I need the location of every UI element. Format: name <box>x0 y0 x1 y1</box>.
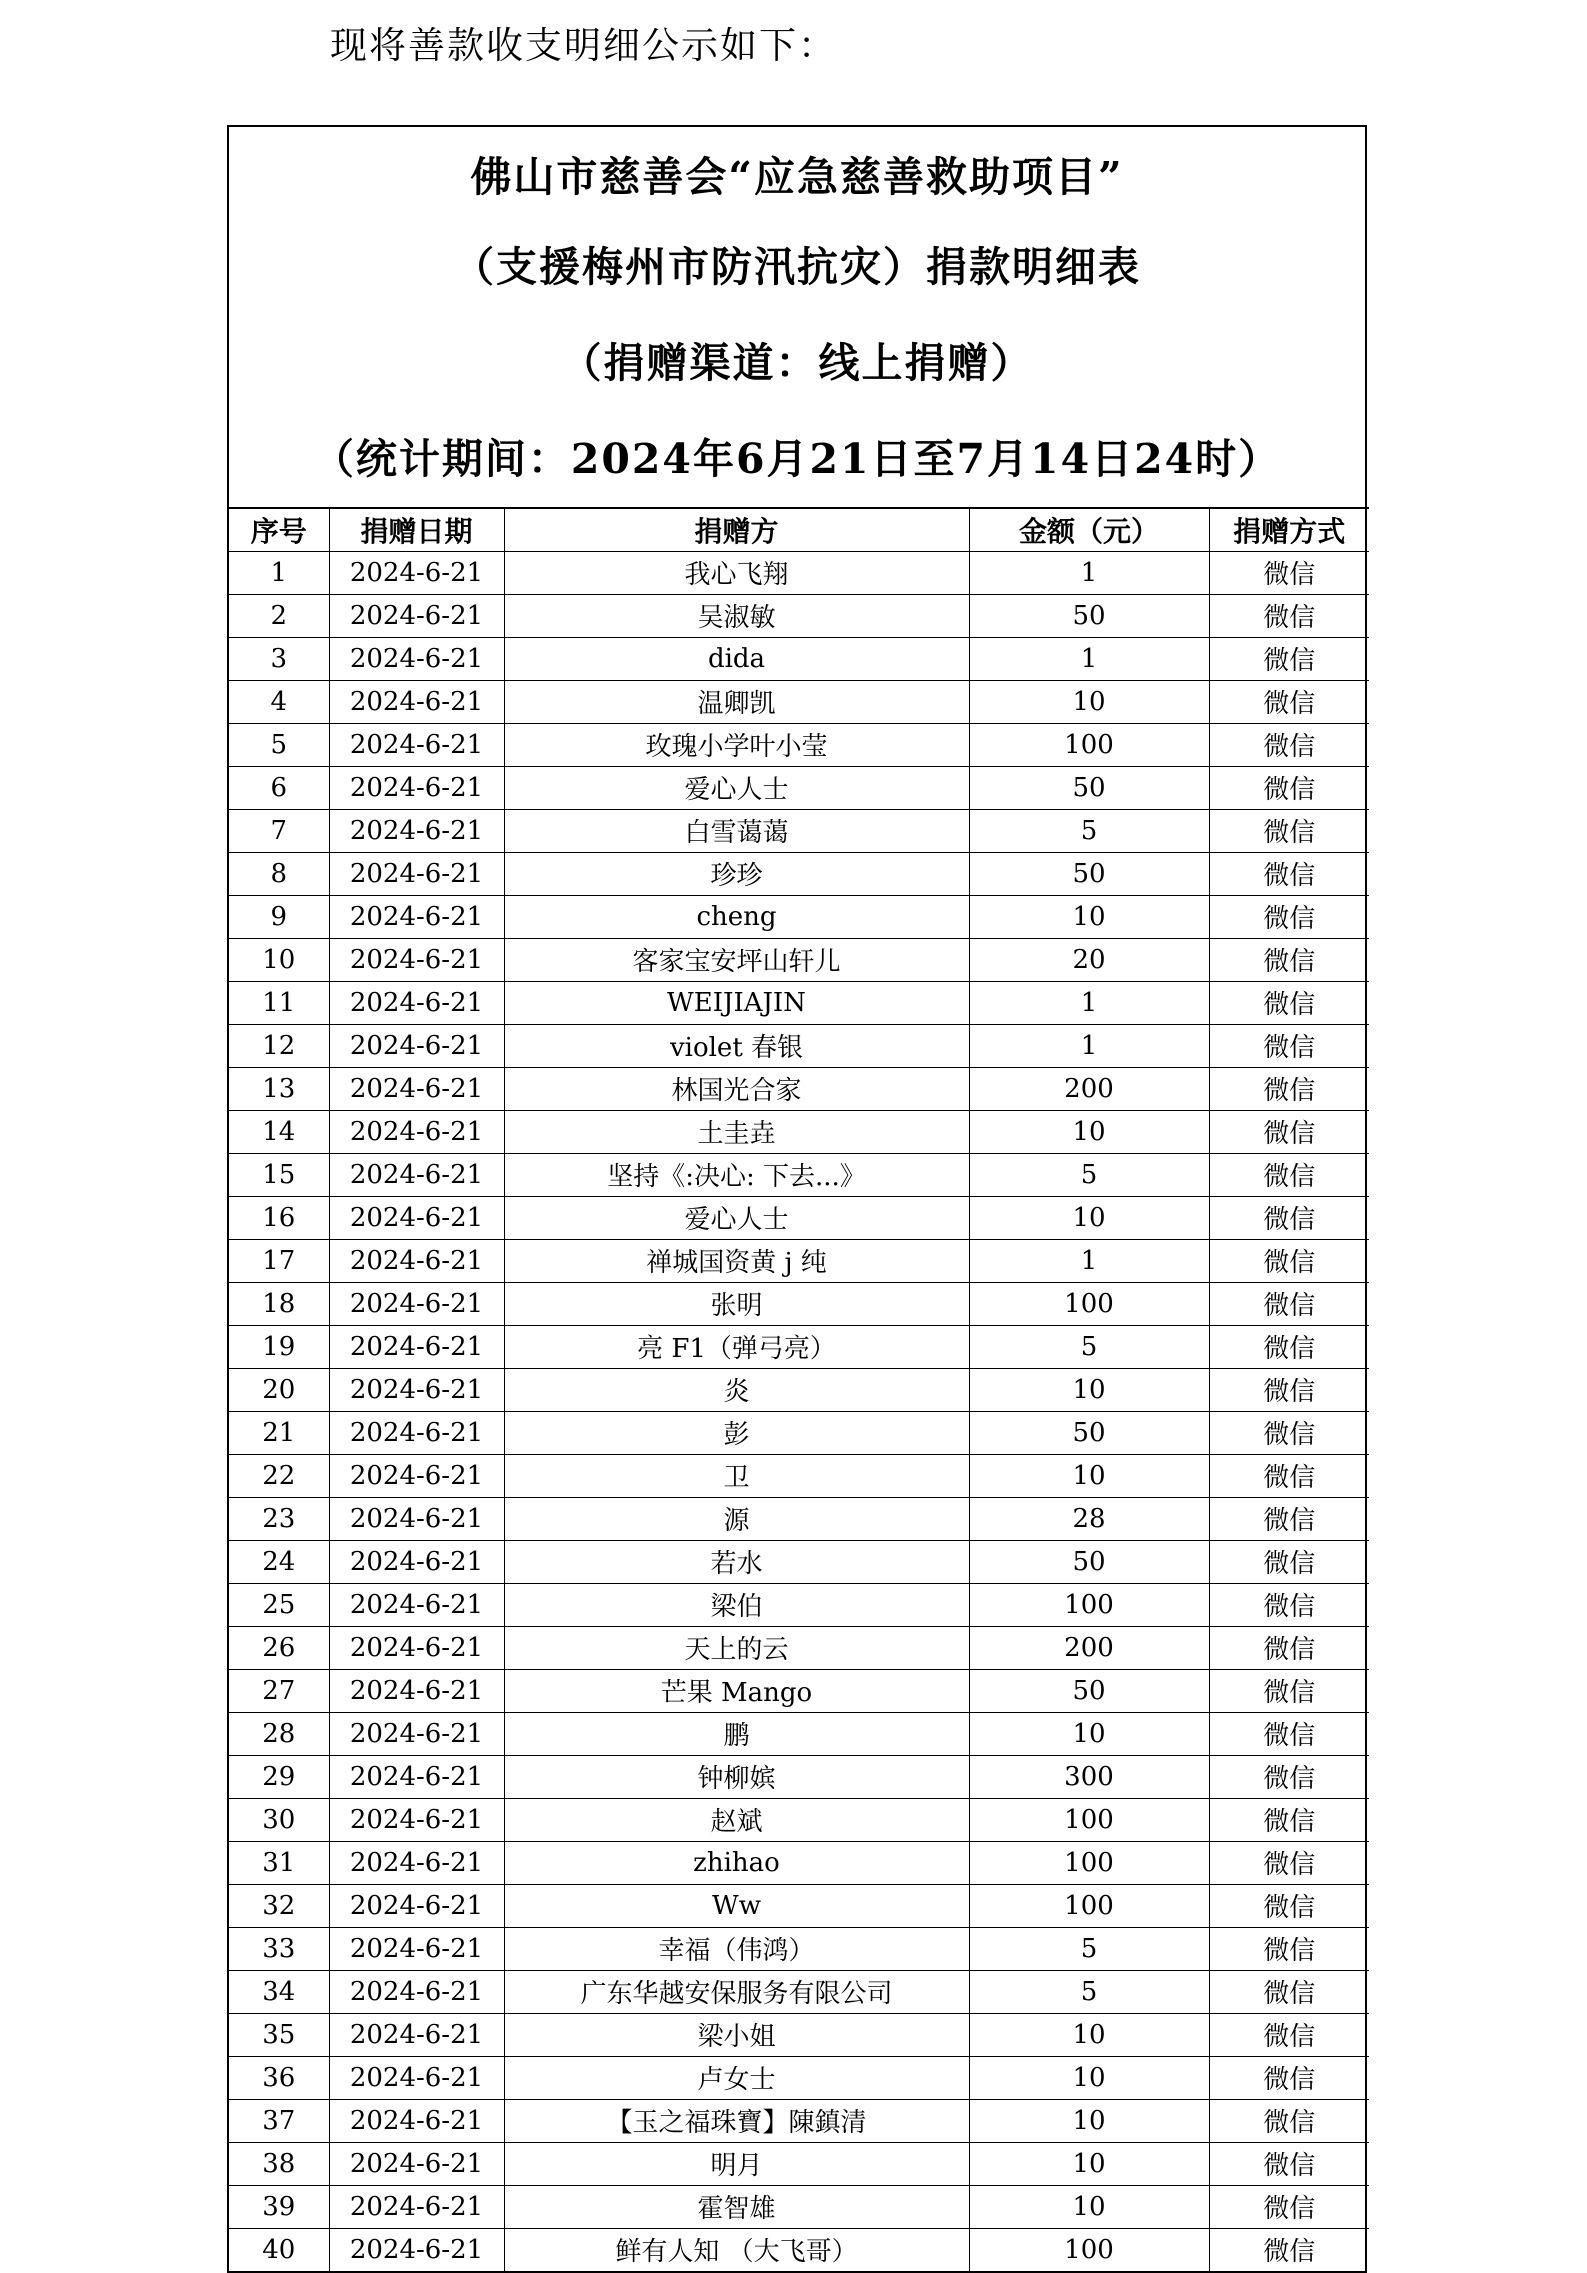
cell-index: 13 <box>229 1067 329 1110</box>
table-header-row <box>229 508 1369 551</box>
cell-donor: 幸福（伟鸿） <box>504 1927 969 1970</box>
table-row <box>229 2228 1369 2271</box>
cell-date: 2024-6-21 <box>329 1282 504 1325</box>
cell-donor: 张明 <box>504 1282 969 1325</box>
table-row <box>229 1497 1369 1540</box>
cell-date: 2024-6-21 <box>329 2142 504 2185</box>
cell-donor: Ww <box>504 1884 969 1927</box>
cell-amount: 50 <box>969 1669 1209 1712</box>
cell-amount: 10 <box>969 895 1209 938</box>
cell-donor: 吴淑敏 <box>504 594 969 637</box>
cell-date: 2024-6-21 <box>329 1239 504 1282</box>
cell-date: 2024-6-21 <box>329 2013 504 2056</box>
cell-index: 19 <box>229 1325 329 1368</box>
cell-amount: 50 <box>969 594 1209 637</box>
cell-donor: 梁小姐 <box>504 2013 969 2056</box>
cell-index: 18 <box>229 1282 329 1325</box>
table-row <box>229 2056 1369 2099</box>
cell-date: 2024-6-21 <box>329 1626 504 1669</box>
cell-donor: 土圭垚 <box>504 1110 969 1153</box>
cell-date: 2024-6-21 <box>329 1325 504 1368</box>
cell-amount: 100 <box>969 1798 1209 1841</box>
cell-donor: 若水 <box>504 1540 969 1583</box>
table-row <box>229 637 1369 680</box>
table-row <box>229 766 1369 809</box>
cell-donor: 亮 F1（弹弓亮） <box>504 1325 969 1368</box>
cell-method: 微信 <box>1209 1798 1369 1841</box>
cell-date: 2024-6-21 <box>329 1497 504 1540</box>
cell-index: 22 <box>229 1454 329 1497</box>
cell-index: 8 <box>229 852 329 895</box>
cell-amount: 50 <box>969 1411 1209 1454</box>
cell-method: 微信 <box>1209 1153 1369 1196</box>
cell-donor: dida <box>504 637 969 680</box>
cell-method: 微信 <box>1209 551 1369 594</box>
cell-index: 37 <box>229 2099 329 2142</box>
cell-amount: 10 <box>969 1368 1209 1411</box>
cell-amount: 28 <box>969 1497 1209 1540</box>
table-row <box>229 2185 1369 2228</box>
cell-index: 15 <box>229 1153 329 1196</box>
cell-date: 2024-6-21 <box>329 1067 504 1110</box>
cell-method: 微信 <box>1209 594 1369 637</box>
cell-index: 27 <box>229 1669 329 1712</box>
cell-method: 微信 <box>1209 1540 1369 1583</box>
cell-amount: 10 <box>969 1712 1209 1755</box>
table-row <box>229 1583 1369 1626</box>
cell-index: 9 <box>229 895 329 938</box>
table-row <box>229 1669 1369 1712</box>
cell-date: 2024-6-21 <box>329 723 504 766</box>
cell-date: 2024-6-21 <box>329 680 504 723</box>
cell-index: 20 <box>229 1368 329 1411</box>
cell-amount: 100 <box>969 2228 1209 2271</box>
cell-index: 32 <box>229 1884 329 1927</box>
intro-text: 现将善款收支明细公示如下： <box>330 24 837 67</box>
cell-method: 微信 <box>1209 1368 1369 1411</box>
cell-amount: 50 <box>969 1540 1209 1583</box>
cell-method: 微信 <box>1209 2099 1369 2142</box>
table-row <box>229 2142 1369 2185</box>
table-row <box>229 1841 1369 1884</box>
cell-index: 21 <box>229 1411 329 1454</box>
cell-index: 36 <box>229 2056 329 2099</box>
cell-donor: 广东华越安保服务有限公司 <box>504 1970 969 2013</box>
cell-index: 24 <box>229 1540 329 1583</box>
table-row <box>229 1884 1369 1927</box>
table-row <box>229 723 1369 766</box>
table-row <box>229 1282 1369 1325</box>
cell-date: 2024-6-21 <box>329 852 504 895</box>
cell-donor: WEIJIAJIN <box>504 981 969 1024</box>
cell-donor: 卢女士 <box>504 2056 969 2099</box>
cell-index: 25 <box>229 1583 329 1626</box>
header-method: 捐赠方式 <box>1209 508 1369 551</box>
cell-donor: violet 春银 <box>504 1024 969 1067</box>
cell-amount: 100 <box>969 723 1209 766</box>
cell-date: 2024-6-21 <box>329 766 504 809</box>
cell-index: 40 <box>229 2228 329 2271</box>
header-amount: 金额（元） <box>969 508 1209 551</box>
cell-date: 2024-6-21 <box>329 1411 504 1454</box>
cell-amount: 10 <box>969 2056 1209 2099</box>
cell-method: 微信 <box>1209 1497 1369 1540</box>
cell-index: 35 <box>229 2013 329 2056</box>
cell-date: 2024-6-21 <box>329 1712 504 1755</box>
header-date: 捐赠日期 <box>329 508 504 551</box>
header-index: 序号 <box>229 508 329 551</box>
cell-amount: 10 <box>969 1454 1209 1497</box>
table-row <box>229 1970 1369 2013</box>
cell-amount: 10 <box>969 2013 1209 2056</box>
cell-amount: 1 <box>969 1239 1209 1282</box>
title-line-3: （捐赠渠道：线上捐赠） <box>560 339 1034 387</box>
cell-index: 12 <box>229 1024 329 1067</box>
cell-amount: 10 <box>969 2099 1209 2142</box>
cell-method: 微信 <box>1209 809 1369 852</box>
cell-index: 29 <box>229 1755 329 1798</box>
cell-amount: 1 <box>969 981 1209 1024</box>
cell-method: 微信 <box>1209 2056 1369 2099</box>
cell-method: 微信 <box>1209 1411 1369 1454</box>
table-row <box>229 2013 1369 2056</box>
cell-method: 微信 <box>1209 1841 1369 1884</box>
cell-donor: 白雪蔼蔼 <box>504 809 969 852</box>
cell-donor: 林国光合家 <box>504 1067 969 1110</box>
cell-index: 34 <box>229 1970 329 2013</box>
cell-date: 2024-6-21 <box>329 1540 504 1583</box>
cell-method: 微信 <box>1209 1110 1369 1153</box>
cell-index: 1 <box>229 551 329 594</box>
cell-date: 2024-6-21 <box>329 809 504 852</box>
cell-donor: 我心飞翔 <box>504 551 969 594</box>
cell-donor: 梁伯 <box>504 1583 969 1626</box>
cell-amount: 10 <box>969 1110 1209 1153</box>
table-row <box>229 981 1369 1024</box>
cell-donor: 温卿凯 <box>504 680 969 723</box>
cell-method: 微信 <box>1209 1282 1369 1325</box>
cell-index: 33 <box>229 1927 329 1970</box>
cell-index: 7 <box>229 809 329 852</box>
cell-date: 2024-6-21 <box>329 895 504 938</box>
cell-donor: 禅城国资黄 j 纯 <box>504 1239 969 1282</box>
table-row <box>229 1239 1369 1282</box>
cell-donor: zhihao <box>504 1841 969 1884</box>
table-row <box>229 2099 1369 2142</box>
table-row <box>229 1927 1369 1970</box>
cell-donor: 天上的云 <box>504 1626 969 1669</box>
cell-date: 2024-6-21 <box>329 1755 504 1798</box>
cell-amount: 1 <box>969 1024 1209 1067</box>
table-row <box>229 1110 1369 1153</box>
cell-method: 微信 <box>1209 1626 1369 1669</box>
table-row <box>229 1540 1369 1583</box>
cell-index: 11 <box>229 981 329 1024</box>
cell-index: 5 <box>229 723 329 766</box>
cell-index: 30 <box>229 1798 329 1841</box>
table-row <box>229 680 1369 723</box>
cell-method: 微信 <box>1209 1669 1369 1712</box>
cell-amount: 5 <box>969 1927 1209 1970</box>
table-row <box>229 1325 1369 1368</box>
cell-method: 微信 <box>1209 1927 1369 1970</box>
cell-method: 微信 <box>1209 895 1369 938</box>
cell-donor: 明月 <box>504 2142 969 2185</box>
cell-date: 2024-6-21 <box>329 981 504 1024</box>
cell-date: 2024-6-21 <box>329 1669 504 1712</box>
cell-method: 微信 <box>1209 2228 1369 2271</box>
cell-method: 微信 <box>1209 2185 1369 2228</box>
cell-index: 26 <box>229 1626 329 1669</box>
table-row <box>229 1798 1369 1841</box>
cell-date: 2024-6-21 <box>329 1583 504 1626</box>
cell-method: 微信 <box>1209 2013 1369 2056</box>
cell-amount: 10 <box>969 680 1209 723</box>
cell-amount: 100 <box>969 1841 1209 1884</box>
cell-amount: 200 <box>969 1626 1209 1669</box>
cell-method: 微信 <box>1209 1024 1369 1067</box>
cell-date: 2024-6-21 <box>329 1110 504 1153</box>
cell-index: 14 <box>229 1110 329 1153</box>
cell-method: 微信 <box>1209 1239 1369 1282</box>
cell-amount: 50 <box>969 852 1209 895</box>
cell-amount: 1 <box>969 551 1209 594</box>
cell-index: 4 <box>229 680 329 723</box>
cell-donor: 爱心人士 <box>504 766 969 809</box>
cell-date: 2024-6-21 <box>329 2228 504 2271</box>
cell-method: 微信 <box>1209 1583 1369 1626</box>
cell-donor: 霍智雄 <box>504 2185 969 2228</box>
cell-method: 微信 <box>1209 1196 1369 1239</box>
title-block <box>229 127 1365 507</box>
title-line-4: （统计期间：2024年6月21日至7月14日24时） <box>312 435 1282 483</box>
cell-date: 2024-6-21 <box>329 594 504 637</box>
cell-donor: 坚持《:决心: 下去...》 <box>504 1153 969 1196</box>
cell-donor: 爱心人士 <box>504 1196 969 1239</box>
table-row <box>229 1454 1369 1497</box>
cell-donor: 源 <box>504 1497 969 1540</box>
cell-date: 2024-6-21 <box>329 1368 504 1411</box>
title-line-1: 佛山市慈善会“应急慈善救助项目” <box>470 153 1124 201</box>
table-row <box>229 852 1369 895</box>
cell-amount: 10 <box>969 1196 1209 1239</box>
table-row <box>229 1024 1369 1067</box>
cell-donor: 珍珍 <box>504 852 969 895</box>
cell-amount: 200 <box>969 1067 1209 1110</box>
cell-date: 2024-6-21 <box>329 1841 504 1884</box>
cell-index: 10 <box>229 938 329 981</box>
table-row <box>229 1626 1369 1669</box>
cell-index: 28 <box>229 1712 329 1755</box>
cell-index: 38 <box>229 2142 329 2185</box>
table-row <box>229 551 1369 594</box>
cell-index: 39 <box>229 2185 329 2228</box>
cell-donor: 炎 <box>504 1368 969 1411</box>
cell-amount: 100 <box>969 1884 1209 1927</box>
cell-method: 微信 <box>1209 1325 1369 1368</box>
cell-method: 微信 <box>1209 1712 1369 1755</box>
table-row <box>229 1411 1369 1454</box>
cell-index: 16 <box>229 1196 329 1239</box>
cell-date: 2024-6-21 <box>329 1927 504 1970</box>
cell-donor: 芒果 Mango <box>504 1669 969 1712</box>
cell-method: 微信 <box>1209 1755 1369 1798</box>
donation-table <box>229 507 1369 2271</box>
cell-amount: 5 <box>969 1970 1209 2013</box>
cell-method: 微信 <box>1209 1884 1369 1927</box>
cell-index: 31 <box>229 1841 329 1884</box>
table-row <box>229 1067 1369 1110</box>
cell-amount: 5 <box>969 1153 1209 1196</box>
cell-amount: 10 <box>969 2142 1209 2185</box>
cell-date: 2024-6-21 <box>329 1798 504 1841</box>
cell-date: 2024-6-21 <box>329 1196 504 1239</box>
table-row <box>229 809 1369 852</box>
cell-donor: 赵斌 <box>504 1798 969 1841</box>
cell-amount: 5 <box>969 1325 1209 1368</box>
cell-index: 6 <box>229 766 329 809</box>
cell-method: 微信 <box>1209 723 1369 766</box>
cell-method: 微信 <box>1209 981 1369 1024</box>
cell-amount: 20 <box>969 938 1209 981</box>
cell-donor: 玫瑰小学叶小莹 <box>504 723 969 766</box>
cell-date: 2024-6-21 <box>329 1153 504 1196</box>
cell-date: 2024-6-21 <box>329 2185 504 2228</box>
cell-donor: 客家宝安坪山轩儿 <box>504 938 969 981</box>
cell-amount: 50 <box>969 766 1209 809</box>
cell-method: 微信 <box>1209 938 1369 981</box>
cell-amount: 5 <box>969 809 1209 852</box>
cell-method: 微信 <box>1209 637 1369 680</box>
table-body <box>229 551 1369 2271</box>
cell-donor: 鲜有人知 （大飞哥） <box>504 2228 969 2271</box>
table-row <box>229 1368 1369 1411</box>
cell-method: 微信 <box>1209 2142 1369 2185</box>
cell-date: 2024-6-21 <box>329 637 504 680</box>
cell-amount: 300 <box>969 1755 1209 1798</box>
cell-method: 微信 <box>1209 1067 1369 1110</box>
cell-date: 2024-6-21 <box>329 938 504 981</box>
cell-date: 2024-6-21 <box>329 1024 504 1067</box>
table-row <box>229 594 1369 637</box>
cell-amount: 100 <box>969 1583 1209 1626</box>
cell-donor: 鹏 <box>504 1712 969 1755</box>
cell-amount: 1 <box>969 637 1209 680</box>
cell-index: 3 <box>229 637 329 680</box>
table-row <box>229 895 1369 938</box>
cell-date: 2024-6-21 <box>329 1970 504 2013</box>
cell-method: 微信 <box>1209 1454 1369 1497</box>
table-row <box>229 1712 1369 1755</box>
header-donor: 捐赠方 <box>504 508 969 551</box>
cell-method: 微信 <box>1209 1970 1369 2013</box>
table-row <box>229 938 1369 981</box>
cell-index: 2 <box>229 594 329 637</box>
cell-date: 2024-6-21 <box>329 1884 504 1927</box>
cell-date: 2024-6-21 <box>329 2099 504 2142</box>
table-row <box>229 1196 1369 1239</box>
cell-method: 微信 <box>1209 852 1369 895</box>
cell-index: 17 <box>229 1239 329 1282</box>
cell-amount: 10 <box>969 2185 1209 2228</box>
cell-date: 2024-6-21 <box>329 2056 504 2099</box>
cell-method: 微信 <box>1209 766 1369 809</box>
cell-donor: 彭 <box>504 1411 969 1454</box>
cell-amount: 100 <box>969 1282 1209 1325</box>
cell-date: 2024-6-21 <box>329 551 504 594</box>
cell-method: 微信 <box>1209 680 1369 723</box>
table-row <box>229 1153 1369 1196</box>
cell-donor: 【玉之福珠寶】陳鎮清 <box>504 2099 969 2142</box>
table-row <box>229 1755 1369 1798</box>
cell-donor: cheng <box>504 895 969 938</box>
cell-donor: 钟柳嫔 <box>504 1755 969 1798</box>
donation-sheet <box>227 125 1367 2273</box>
cell-date: 2024-6-21 <box>329 1454 504 1497</box>
title-line-2: （支援梅州市防汛抗灾）捐款明细表 <box>453 243 1141 291</box>
cell-donor: 卫 <box>504 1454 969 1497</box>
cell-index: 23 <box>229 1497 329 1540</box>
